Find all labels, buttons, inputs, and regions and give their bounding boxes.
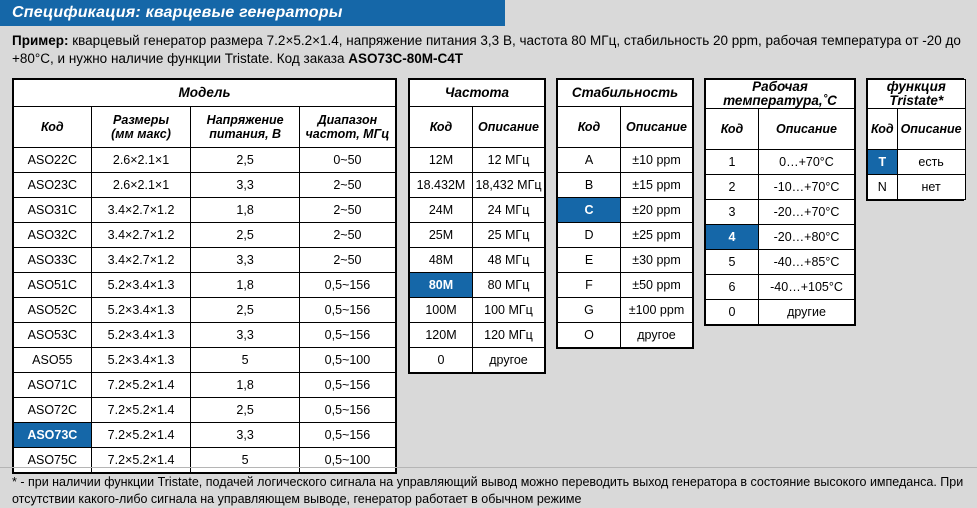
table-row[interactable]: [558, 223, 693, 248]
col-model-frequency-range: [299, 107, 395, 148]
model-code-cell: ASO53C: [14, 323, 92, 348]
table-row[interactable]: [14, 198, 396, 223]
frequency-code-cell: 100M: [410, 298, 473, 323]
col-model-dimensions: [91, 107, 191, 148]
table-row[interactable]: [14, 448, 396, 473]
table-row[interactable]: [706, 200, 855, 225]
model-frequency-range-cell: 0,5~156: [299, 423, 395, 448]
tristate-code-cell: T: [868, 150, 898, 175]
model-code-cell: ASO72C: [14, 398, 92, 423]
temperature-description-cell: -40…+85°C: [759, 250, 855, 275]
table-row[interactable]: [14, 223, 396, 248]
tristate-description-cell: есть: [897, 150, 965, 175]
example-label: Пример:: [12, 33, 69, 48]
table-row[interactable]: [14, 298, 396, 323]
table-row[interactable]: [558, 148, 693, 173]
temperature-code-cell: 4: [706, 225, 759, 250]
footer-divider: [0, 467, 977, 468]
model-dimensions-cell: 7.2×5.2×1.4: [91, 423, 191, 448]
stability-description-cell: ±50 ppm: [621, 273, 693, 298]
model-frequency-range-cell: 2~50: [299, 223, 395, 248]
tristate-code-cell: N: [868, 175, 898, 200]
footnote-text: * - при наличии функции Tristate, подачей логического сигнала на управляющий вывод можно переводить выход генератора в состояние высокого импеданса. При отсутствии какого-либо сигнала на управляющем выводе, генератор работает в обычном режиме: [12, 475, 964, 506]
stability-description-cell: ±30 ppm: [621, 248, 693, 273]
frequency-description-cell: другое: [473, 348, 545, 373]
table-row[interactable]: [14, 173, 396, 198]
temperature-code-cell: 5: [706, 250, 759, 275]
temperature-description-cell: -20…+80°C: [759, 225, 855, 250]
model-dimensions-cell: 5.2×3.4×1.3: [91, 323, 191, 348]
model-code-cell: ASO51C: [14, 273, 92, 298]
table-model: [12, 78, 397, 474]
table-row[interactable]: [868, 175, 966, 200]
table-row[interactable]: [868, 150, 966, 175]
model-voltage-cell: 2,5: [191, 223, 299, 248]
frequency-code-cell: 48M: [410, 248, 473, 273]
model-voltage-cell: 5: [191, 348, 299, 373]
table-row[interactable]: [558, 248, 693, 273]
table-row[interactable]: [14, 373, 396, 398]
temperature-code-cell: 3: [706, 200, 759, 225]
stability-description-cell: ±100 ppm: [621, 298, 693, 323]
col-model-dimensions-line2: (мм макс): [111, 127, 171, 141]
model-code-cell: ASO55: [14, 348, 92, 373]
frequency-description-cell: 24 МГц: [473, 198, 545, 223]
tristate-description-cell: нет: [897, 175, 965, 200]
model-frequency-range-cell: 0~50: [299, 148, 395, 173]
col-frequency-code: Код: [410, 107, 473, 148]
table-temperature: [704, 78, 856, 326]
stability-code-cell: F: [558, 273, 621, 298]
table-row[interactable]: [706, 300, 855, 325]
model-dimensions-cell: 3.4×2.7×1.2: [91, 223, 191, 248]
frequency-description-cell: 25 МГц: [473, 223, 545, 248]
table-row[interactable]: [410, 273, 545, 298]
table-frequency-group-header: Частота: [410, 80, 545, 107]
model-voltage-cell: 5: [191, 448, 299, 473]
model-code-cell: ASO32C: [14, 223, 92, 248]
example-text: кварцевый генератор размера 7.2×5.2×1.4, напряжение питания 3,3 В, частота 80 МГц, стабильность 20 ppm, рабочая температура от -20 до +80°C, и нужно наличие функции Tristate. Код заказа: [12, 33, 961, 66]
model-dimensions-cell: 7.2×5.2×1.4: [91, 373, 191, 398]
model-code-cell: ASO33C: [14, 248, 92, 273]
model-frequency-range-cell: 0,5~156: [299, 398, 395, 423]
table-row[interactable]: [410, 148, 545, 173]
table-tristate-group-header-line2: Tristate*: [889, 93, 944, 108]
model-voltage-cell: 3,3: [191, 423, 299, 448]
table-row[interactable]: [706, 175, 855, 200]
model-code-cell: ASO75C: [14, 448, 92, 473]
table-row[interactable]: [14, 148, 396, 173]
model-frequency-range-cell: 2~50: [299, 173, 395, 198]
table-tristate: [866, 78, 964, 201]
table-tristate-group-header: [868, 80, 966, 109]
model-dimensions-cell: 5.2×3.4×1.3: [91, 273, 191, 298]
col-model-voltage-line1: Напряжение: [206, 113, 284, 127]
model-voltage-cell: 2,5: [191, 298, 299, 323]
table-row[interactable]: [14, 348, 396, 373]
model-frequency-range-cell: 0,5~156: [299, 273, 395, 298]
temperature-code-cell: 0: [706, 300, 759, 325]
temperature-description-cell: -20…+70°C: [759, 200, 855, 225]
model-code-cell: ASO23C: [14, 173, 92, 198]
example-order-code: ASO73C-80M-C4T: [348, 51, 463, 66]
model-dimensions-cell: 3.4×2.7×1.2: [91, 198, 191, 223]
model-frequency-range-cell: 0,5~156: [299, 323, 395, 348]
table-row[interactable]: [410, 298, 545, 323]
model-voltage-cell: 1,8: [191, 273, 299, 298]
model-frequency-range-cell: 0,5~156: [299, 373, 395, 398]
model-dimensions-cell: 2.6×2.1×1: [91, 173, 191, 198]
table-row[interactable]: [706, 150, 855, 175]
col-model-voltage: [191, 107, 299, 148]
table-row[interactable]: [558, 298, 693, 323]
model-code-cell: ASO73C: [14, 423, 92, 448]
model-dimensions-cell: 2.6×2.1×1: [91, 148, 191, 173]
model-voltage-cell: 3,3: [191, 248, 299, 273]
model-voltage-cell: 3,3: [191, 173, 299, 198]
col-model-frequency-range-line2: частот, МГц: [305, 127, 390, 141]
frequency-description-cell: 48 МГц: [473, 248, 545, 273]
model-frequency-range-cell: 0,5~156: [299, 298, 395, 323]
table-row[interactable]: [410, 173, 545, 198]
model-code-cell: ASO22C: [14, 148, 92, 173]
table-row[interactable]: [14, 273, 396, 298]
table-row[interactable]: [410, 248, 545, 273]
stability-code-cell: B: [558, 173, 621, 198]
table-row[interactable]: [706, 275, 855, 300]
frequency-description-cell: 12 МГц: [473, 148, 545, 173]
model-dimensions-cell: 5.2×3.4×1.3: [91, 348, 191, 373]
stability-code-cell: E: [558, 248, 621, 273]
frequency-code-cell: 25M: [410, 223, 473, 248]
model-dimensions-cell: 3.4×2.7×1.2: [91, 248, 191, 273]
col-model-dimensions-line1: Размеры: [113, 113, 170, 127]
model-frequency-range-cell: 2~50: [299, 248, 395, 273]
col-model-voltage-line2: питания, В: [209, 127, 282, 141]
model-code-cell: ASO71C: [14, 373, 92, 398]
frequency-code-cell: 12M: [410, 148, 473, 173]
example-description: [12, 32, 964, 68]
stability-description-cell: ±20 ppm: [621, 198, 693, 223]
col-frequency-description: Описание: [473, 107, 545, 148]
table-row[interactable]: [14, 423, 396, 448]
table-row[interactable]: [706, 225, 855, 250]
table-row[interactable]: [14, 248, 396, 273]
table-temperature-group-header-line2: температура,˚C: [723, 93, 837, 108]
table-row[interactable]: [410, 198, 545, 223]
frequency-code-cell: 0: [410, 348, 473, 373]
temperature-description-cell: -10…+70°C: [759, 175, 855, 200]
table-row[interactable]: [558, 323, 693, 348]
model-frequency-range-cell: 0,5~100: [299, 348, 395, 373]
model-dimensions-cell: 7.2×5.2×1.4: [91, 448, 191, 473]
table-tristate-group-header-line1: функция: [886, 79, 946, 94]
col-stability-code: Код: [558, 107, 621, 148]
model-dimensions-cell: 5.2×3.4×1.3: [91, 298, 191, 323]
page-title: Спецификация: кварцевые генераторы: [12, 4, 343, 21]
table-stability-group-header: Стабильность: [558, 80, 693, 107]
frequency-description-cell: 80 МГц: [473, 273, 545, 298]
stability-code-cell: C: [558, 198, 621, 223]
temperature-description-cell: -40…+105°C: [759, 275, 855, 300]
temperature-code-cell: 6: [706, 275, 759, 300]
model-voltage-cell: 3,3: [191, 323, 299, 348]
table-model-group-header: Модель: [14, 80, 396, 107]
model-dimensions-cell: 7.2×5.2×1.4: [91, 398, 191, 423]
temperature-description-cell: другие: [759, 300, 855, 325]
table-row[interactable]: [558, 173, 693, 198]
frequency-description-cell: 100 МГц: [473, 298, 545, 323]
table-row[interactable]: [410, 223, 545, 248]
frequency-code-cell: 120M: [410, 323, 473, 348]
model-code-cell: ASO52C: [14, 298, 92, 323]
col-model-code: Код: [14, 107, 92, 148]
table-frequency: [408, 78, 546, 374]
col-tristate-description: Описание: [897, 109, 965, 150]
col-model-frequency-range-line1: Диапазон: [317, 113, 378, 127]
frequency-description-cell: 120 МГц: [473, 323, 545, 348]
model-voltage-cell: 1,8: [191, 373, 299, 398]
table-row[interactable]: [706, 250, 855, 275]
col-stability-description: Описание: [621, 107, 693, 148]
table-row[interactable]: [558, 198, 693, 223]
table-temperature-group-header-line1: Рабочая: [752, 79, 808, 94]
model-voltage-cell: 2,5: [191, 398, 299, 423]
table-row[interactable]: [14, 398, 396, 423]
stability-code-cell: D: [558, 223, 621, 248]
table-temperature-group-header: [706, 80, 855, 109]
model-code-cell: ASO31C: [14, 198, 92, 223]
stability-description-cell: ±15 ppm: [621, 173, 693, 198]
stability-code-cell: A: [558, 148, 621, 173]
table-stability: [556, 78, 694, 349]
model-frequency-range-cell: 2~50: [299, 198, 395, 223]
stability-description-cell: другое: [621, 323, 693, 348]
table-row[interactable]: [558, 273, 693, 298]
frequency-description-cell: 18,432 МГц: [473, 173, 545, 198]
temperature-code-cell: 1: [706, 150, 759, 175]
stability-code-cell: G: [558, 298, 621, 323]
col-temperature-code: Код: [706, 109, 759, 150]
model-frequency-range-cell: 0,5~100: [299, 448, 395, 473]
frequency-code-cell: 24M: [410, 198, 473, 223]
stability-description-cell: ±25 ppm: [621, 223, 693, 248]
model-voltage-cell: 1,8: [191, 198, 299, 223]
temperature-description-cell: 0…+70°C: [759, 150, 855, 175]
stability-description-cell: ±10 ppm: [621, 148, 693, 173]
col-temperature-description: Описание: [759, 109, 855, 150]
stability-code-cell: O: [558, 323, 621, 348]
frequency-code-cell: 18.432M: [410, 173, 473, 198]
table-row[interactable]: [14, 323, 396, 348]
frequency-code-cell: 80M: [410, 273, 473, 298]
col-tristate-code: Код: [868, 109, 898, 150]
table-row[interactable]: [410, 348, 545, 373]
table-row[interactable]: [410, 323, 545, 348]
temperature-code-cell: 2: [706, 175, 759, 200]
model-voltage-cell: 2,5: [191, 148, 299, 173]
